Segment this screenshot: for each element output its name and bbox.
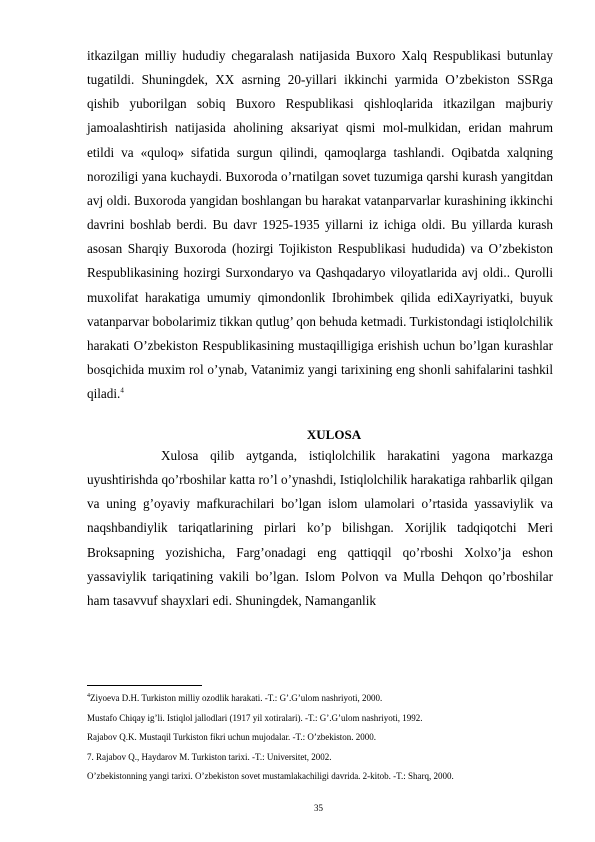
paragraph-1-text: itkazilgan milliy hududiy chegaralash natijasida Buxoro Xalq Respublikasi butunlay tugatildi. Shuningdek, XX asrning 20-yillari ikkinchi yarmida O’zbekiston SSRga qishib yuborilgan sobiq Buxoro Respublikasi qishloqlarida itkazilgan majburiy jamoalashtirish natijasida aholining aksariyat qismi mol-mulkidan, eridan mahrum etildi va «quloq» sifatida surgun qilindi, qamoqlarga tashlandi. Oqibatda xalqning noroziligi yana kuchaydi. Buxoroda o’rnatilgan sovet tuzumiga qarshi kurash yangitdan avj oldi. Buxoroda yangidan boshlangan bu harakat vatanparvarlar kurashining ikkinchi davrini boshlab berdi. Bu davr 1925-1935 yillarni iz ichiga oldi. Bu yillarda kurash asosan Sharqiy Buxoroda (hozirgi Tojikiston Respublikasi hududida) va O’zbekiston Respublikasining hozirgi Surxondaryo va Qashqadaryo viloyatlarida avj oldi.. Qurolli muxolifat harakatiga umumiy qimondonlik Ibrohimbek qilida ediXayriyatki, buyuk vatanparvar bobolarimiz tikkan qutlug’ qon behuda ketmadi. Turkistondagi istiqlolchilik harakati O’zbekiston Respublikasining mustaqilligiga erishish uchun bo’lgan kurashlar bosqichida muxim rol o’ynab, Vatanimiz yangi tarixining eng shonli sahifalarini tashkil qiladi.	[87, 48, 554, 402]
footnote-reference: 4	[120, 386, 124, 395]
footnote-text: Rajabov Q.K. Mustaqil Turkiston fikri uchun mujodalar. -T.: O’zbekiston. 2000.	[87, 732, 377, 743]
footnote-item	[87, 728, 557, 748]
footnote-list	[87, 689, 557, 787]
footnote-item	[87, 767, 557, 787]
footnote-mark: 4	[87, 693, 90, 699]
footnote-text: O’zbekistonning yangi tarixi. O’zbekiston sovet mustamlakachiligi davrida. 2-kitob. -T.: Sharq, 2000.	[87, 771, 454, 782]
body-paragraph-2: Xulosa qilib aytganda, istiqlolchilik harakatini yagona markazga uyushtirishda qo’rboshilar katta ro’l o’ynashdi, Istiqlolchilik harakatiga rahbarlik qilgan va uning g’oyaviy mafkurachilari bo’lgan islom ulamolari o’rtasida yassaviylik va naqshbandiylik tariqatlarining pirlari ko’p bilishgan. Xorijlik tadqiqotchi Meri Broksapning yozishicha, Farg’onadagi eng qattiqqil qo’rboshi Xolxo’ja eshon yassaviylik tariqatining vakili bo’lgan. Islom Polvon va Mulla Dehqon qo’rboshilar ham tasavvuf shayxlari edi. Shuningdek, Namanganlik	[87, 448, 553, 608]
footnote-text: Ziyoeva D.H. Turkiston milliy ozodlik harakati. -T.: G’.G’ulom nashriyoti, 2000.	[90, 693, 383, 703]
section-heading: XULOSA	[306, 427, 362, 442]
footnote-item	[87, 748, 557, 768]
footnote-item	[87, 709, 557, 729]
page-number: 35	[314, 803, 323, 813]
footnote-text: 7. Rajabov Q., Haydarov M. Turkiston tarixi. -T.: Universitet, 2002.	[87, 751, 332, 762]
footnote-text: Mustafo Chiqay ig’li. Istiqlol jallodlari (1917 yil xotiralari). -T.: G’.G’ulom nashriyoti, 1992.	[87, 712, 423, 723]
body-paragraph-1	[87, 44, 553, 406]
footnote-separator	[87, 685, 202, 686]
footnote-item	[87, 689, 557, 709]
